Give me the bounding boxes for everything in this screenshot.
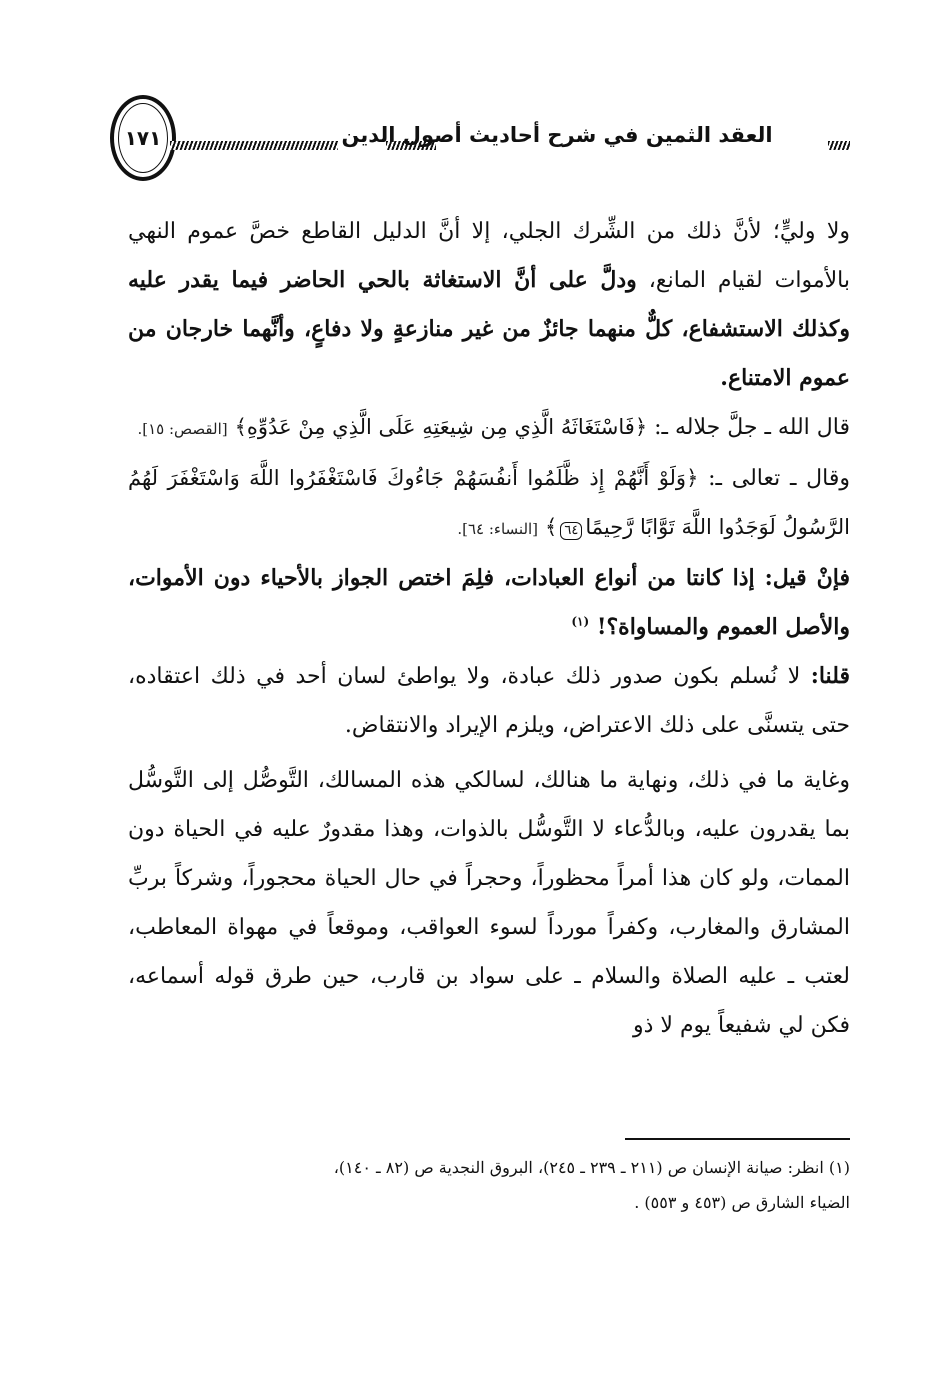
verse-number-marker: ٦٤	[560, 522, 582, 540]
paragraph-3	[128, 454, 850, 554]
paragraph-1-bold-text: ودلَّ على أنَّ الاستغاثة بالحي الحاضر فيما يقدر عليه وكذلك الاستشفاع، كلٌّ منهما جائزٌ من غير منازعةٍ ولا دفاعٍ، وأنَّهما خارجان من عموم الامتناع.	[128, 267, 850, 391]
footnote-reference: (١)	[571, 614, 590, 629]
objection-text: فإنْ قيل: إذا كانتا من أنواع العبادات، فلِمَ اختص الجواز بالأحياء دون الأموات، والأصل العموم والمساواة؟!	[128, 565, 850, 640]
paragraph-1-text: ولا وليٍّ؛ لأنَّ ذلك من الشِّرك الجلي، إلا أنَّ الدليل القاطع خصَّ عموم النهي بالأموات لقيام المانع،	[128, 219, 850, 293]
quran-citation-2: [النساء: ٦٤].	[457, 520, 539, 538]
paragraph-2	[128, 403, 850, 454]
paragraph-6	[128, 756, 850, 1050]
paragraph-4-objection	[128, 554, 850, 652]
quran-quote-2-end: ﴾	[545, 515, 558, 539]
paragraph-5-response	[128, 652, 850, 750]
header-ornament-rule-end	[828, 141, 850, 150]
response-lead: قلنا:	[810, 663, 850, 689]
paragraph-2-intro: قال الله ـ جلَّ جلاله ـ:	[647, 415, 850, 440]
page-number: ١٧١	[124, 126, 162, 150]
response-text: لا نُسلم بكون صدور ذلك عبادة، ولا يواطئ لسان أحد في ذلك اعتقاده، حتى يتسنَّى على ذلك الاعتراض، ويلزم الإيراد والانتقاض.	[128, 664, 850, 738]
paragraph-3-intro: وقال ـ تعالى ـ:	[698, 466, 850, 491]
body-text	[128, 207, 850, 1050]
header-ornament-rule	[170, 141, 338, 150]
footnotes	[128, 1150, 850, 1220]
book-title: العقد الثمين في شرح أحاديث أصول الدين	[341, 123, 773, 147]
footnote-line-2: الضياء الشارق ص (٤٥٣ و ٥٥٣) .	[634, 1193, 850, 1212]
paragraph-1	[128, 207, 850, 403]
page-number-badge	[110, 95, 176, 181]
footnote-line-1: (١) انظر: صيانة الإنسان ص (٢١١ ـ ٢٣٩ ـ ٢٤٥)، البروق النجدية ص (٨٢ ـ ١٤٠)،	[333, 1158, 850, 1177]
quran-quote-1: ﴿فَاسْتَغَاثَهُ الَّذِي مِن شِيعَتِهِ عَلَى الَّذِي مِنْ عَدُوِّهِ﴾	[234, 415, 648, 439]
footnote-separator	[625, 1138, 850, 1140]
running-header	[110, 95, 850, 205]
quran-citation-1: [القصص: ١٥].	[137, 420, 228, 438]
quran-quote-2: ﴿وَلَوْ أَنَّهُمْ إِذ ظَّلَمُوا أَنفُسَهُمْ جَاءُوكَ فَاسْتَغْفَرُوا اللَّهَ وَاسْتَغْفَرَ لَهُمُ الرَّسُولُ لَوَجَدُوا اللَّهَ تَوَّابًا رَّحِيمًا	[128, 466, 850, 539]
paragraph-6-text: وغاية ما في ذلك، ونهاية ما هنالك، لسالكي هذه المسالك، التَّوصُّل إلى التَّوسُّل بما يقدرون عليه، وبالدُّعاء لا التَّوسُّل بالذوات، وهذا مقدورٌ عليه في الحياة دون الممات، ولو كان هذا أمراً محظوراً، وحجراً في حال الحياة محجوراً، وشركاً بربِّ المشارق والمغارب، وكفراً مورداً لسوء العواقب، وموقعاً في مهواة المعاطب، لعتب ـ عليه الصلاة والسلام ـ على سواد بن قارب، حين طرق قوله أسماعه، فكن لي شفيعاً يوم لا ذو	[128, 768, 850, 1038]
